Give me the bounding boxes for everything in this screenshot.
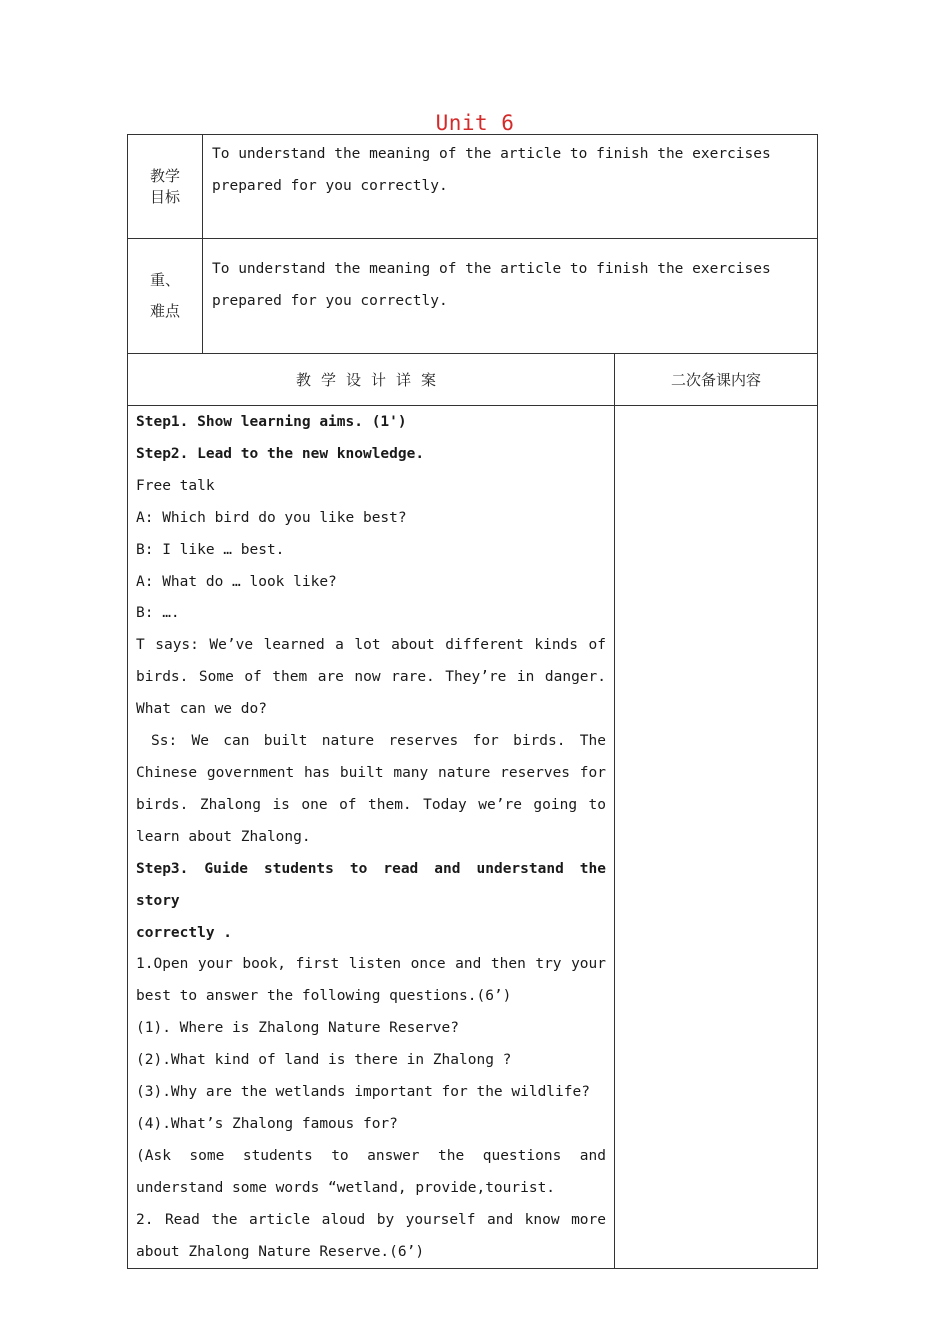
dialog-line: What can we do?: [136, 701, 267, 718]
objectives-row: [128, 135, 818, 239]
task-line: understand some words “wetland, provide,tourist.: [136, 1179, 556, 1196]
question-item: (4).What’s Zhalong famous for?: [136, 1115, 398, 1132]
dialog-line: learn about Zhalong.: [136, 828, 311, 845]
page-title: Unit 6: [435, 111, 515, 135]
dialog-line: birds. Some of them are now rare. They’re in danger.: [136, 669, 606, 686]
task-line: about Zhalong Nature Reserve.(6’): [136, 1243, 425, 1260]
step2-heading: Step2. Lead to the new knowledge.: [136, 445, 425, 462]
step3-heading: Step3. Guide students to read and understand the story: [136, 860, 606, 909]
dialog-line: Chinese government has built many nature reserves for: [136, 764, 606, 781]
question-item: (3).Why are the wetlands important for the wildlife?: [136, 1084, 590, 1101]
task-line: 2. Read the article aloud by yourself and know more: [136, 1211, 606, 1228]
objectives-text: To understand the meaning of the article to finish the exercises prepared for you correctly.: [203, 135, 818, 239]
free-talk-label: Free talk: [136, 477, 215, 494]
dialog-line: B: ….: [136, 605, 180, 622]
task-line: (Ask some students to answer the questions and: [136, 1147, 606, 1164]
key-points-text: To understand the meaning of the article to finish the exercises prepared for you correctly.: [203, 239, 818, 354]
dialog-line: T says: We’ve learned a lot about different kinds of: [136, 637, 606, 654]
step3-heading-cont: correctly .: [136, 924, 233, 941]
dialog-line: A: Which bird do you like best?: [136, 509, 407, 526]
question-item: (2).What kind of land is there in Zhalong ?: [136, 1052, 512, 1069]
objectives-label: 教学 目标: [128, 135, 203, 239]
task-line: 1.Open your book, first listen once and then try your: [136, 956, 606, 973]
secondary-notes-cell: [615, 406, 818, 1269]
task-line: best to answer the following questions.(6’): [136, 988, 512, 1005]
question-item: (1). Where is Zhalong Nature Reserve?: [136, 1020, 460, 1037]
key-points-row: [128, 239, 818, 354]
dialog-line: Ss: We can built nature reserves for birds. The: [151, 733, 606, 750]
header-row: [128, 354, 818, 406]
lesson-plan-table: [127, 134, 818, 1269]
step1-heading: Step1. Show learning aims. (1'): [136, 414, 407, 430]
secondary-header: 二次备课内容: [615, 354, 818, 406]
dialog-line: birds. Zhalong is one of them. Today we’re going to: [136, 796, 606, 813]
dialog-line: B: I like … best.: [136, 541, 285, 558]
content-row: [128, 406, 818, 1269]
key-points-label: 重、 难点: [128, 239, 203, 354]
dialog-line: A: What do … look like?: [136, 573, 337, 590]
lesson-content: [128, 406, 615, 1269]
design-header: 教学设计详案: [128, 354, 615, 406]
